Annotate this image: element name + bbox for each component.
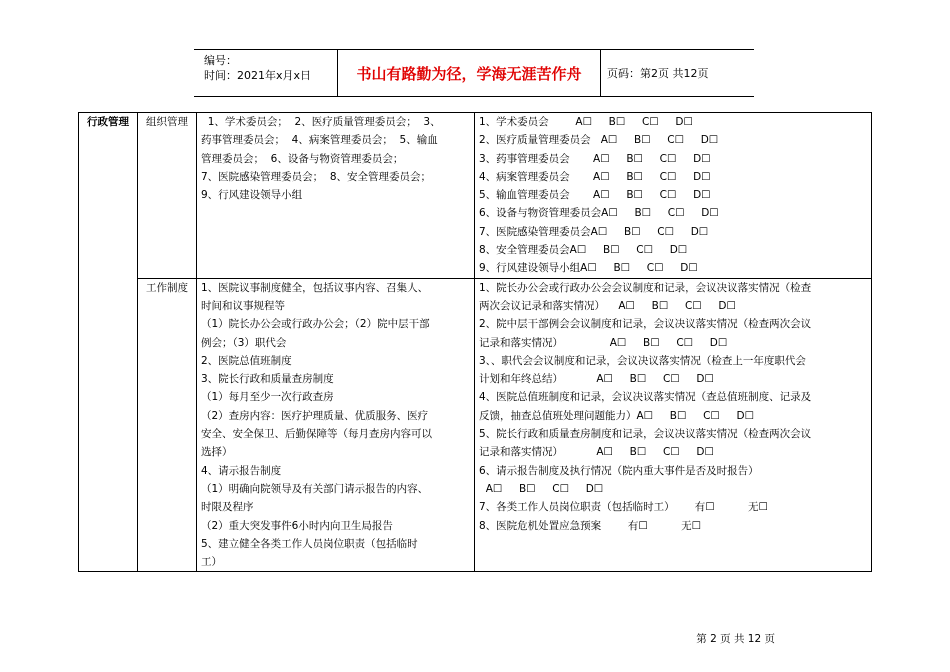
doc-number-label: 编号：: [204, 54, 237, 67]
check-line: 记录和落实情况） A☐ B☐ C☐ D☐: [479, 336, 728, 349]
check-line: 3、、职代会会议制度和记录，会议决议落实情况（检查上一年度职代会: [479, 354, 806, 367]
table-row: [79, 113, 872, 279]
text-line: 5、建立健全各类工作人员岗位职责（包括临时: [201, 537, 418, 550]
text-line: 管理委员会； 6、设备与物资管理委员会；: [201, 152, 404, 165]
header-motto: 书山有路勤为径，学海无涯苦作舟: [338, 50, 601, 96]
text-line: 4、请示报告制度: [201, 464, 282, 477]
check-line: 6、设备与物资管理委员会A☐ B☐ C☐ D☐: [479, 207, 719, 220]
check-line: 2、院中层干部例会会议制度和记录，会议决议落实情况（检查两次会议: [479, 318, 812, 331]
requirements-cell: [197, 113, 475, 279]
check-line: 两次会议记录和落实情况） A☐ B☐ C☐ D☐: [479, 299, 736, 312]
text-line: （2）查房内容：医疗护理质量、优质服务、医疗: [201, 409, 429, 422]
text-line: 例会；（3）职代会: [201, 336, 287, 349]
text-line: 时限及程序: [201, 501, 254, 514]
subcategory-cell: 工作制度: [138, 278, 197, 572]
check-line: 6、请示报告制度及执行情况（院内重大事件是否及时报告）: [479, 464, 759, 477]
category-cell: 行政管理: [79, 113, 138, 572]
check-line: 4、医院总值班制度和记录，会议决议落实情况（查总值班制度、记录及: [479, 391, 812, 404]
check-line: 5、输血管理委员会 A☐ B☐ C☐ D☐: [479, 189, 711, 202]
check-line: A☐ B☐ C☐ D☐: [479, 482, 604, 495]
check-line: 2、医疗质量管理委员会 A☐ B☐ C☐ D☐: [479, 134, 719, 147]
checks-cell: [475, 278, 872, 572]
text-line: 1、医院议事制度健全，包括议事内容、召集人、: [201, 281, 429, 294]
checks-cell: [475, 113, 872, 279]
text-line: 2、医院总值班制度: [201, 354, 292, 367]
text-line: （1）明确向院领导及有关部门请示报告的内容、: [201, 482, 429, 495]
text-line: 安全、安全保卫、后勤保障等（每月查房内容可以: [201, 428, 432, 441]
text-line: 工）: [201, 556, 222, 569]
check-line: 8、安全管理委员会A☐ B☐ C☐ D☐: [479, 244, 688, 257]
text-line: 时间和议事规程等: [201, 299, 285, 312]
text-line: 选择）: [201, 446, 233, 459]
check-line: 1、学术委员会 A☐ B☐ C☐ D☐: [479, 116, 693, 128]
check-line: 9、行风建设领导小组A☐ B☐ C☐ D☐: [479, 262, 698, 275]
check-line: 7、各类工作人员岗位职责（包括临时工） 有☐ 无☐: [479, 501, 768, 514]
text-line: （1）每月至少一次行政查房: [201, 391, 334, 404]
check-line: 计划和年终总结） A☐ B☐ C☐ D☐: [479, 373, 714, 386]
text-line: 7、医院感染管理委员会； 8、安全管理委员会；: [201, 170, 432, 183]
text-line: （2）重大突发事件6小时内向卫生局报告: [201, 519, 393, 532]
header-page-number: 页码：第2页 共12页: [607, 67, 709, 80]
table-row: [79, 278, 872, 572]
doc-time: 时间：2021年x月x日: [204, 69, 312, 82]
requirements-cell: [197, 278, 475, 572]
admin-management-table: [78, 112, 872, 572]
text-line: 药事管理委员会； 4、病案管理委员会； 5、输血: [201, 134, 438, 147]
check-line: 1、院长办公会或行政办公会会议制度和记录，会议决议落实情况（检查: [479, 281, 812, 294]
header-meta: [194, 50, 338, 96]
check-line: 4、病案管理委员会 A☐ B☐ C☐ D☐: [479, 170, 711, 183]
text-line: 9、行风建设领导小组: [201, 189, 303, 202]
text-line: 1、学术委员会； 2、医疗质量管理委员会； 3、: [201, 116, 441, 128]
check-line: 8、医院危机处置应急预案 有☐ 无☐: [479, 519, 702, 532]
text-line: （1）院长办公会或行政办公会；（2）院中层干部: [201, 318, 430, 331]
subcategory-cell: 组织管理: [138, 113, 197, 279]
page-footer: 第 2 页 共 12 页: [696, 633, 775, 645]
check-line: 反馈，抽查总值班处理问题能力）A☐ B☐ C☐ D☐: [479, 409, 755, 422]
check-line: 5、院长行政和质量查房制度和记录，会议决议落实情况（检查两次会议: [479, 428, 812, 441]
text-line: 3、院长行政和质量查房制度: [201, 373, 334, 386]
check-line: 记录和落实情况） A☐ B☐ C☐ D☐: [479, 446, 714, 459]
page-header: [194, 49, 754, 97]
check-line: 7、医院感染管理委员会A☐ B☐ C☐ D☐: [479, 225, 709, 238]
check-line: 3、药事管理委员会 A☐ B☐ C☐ D☐: [479, 152, 711, 165]
